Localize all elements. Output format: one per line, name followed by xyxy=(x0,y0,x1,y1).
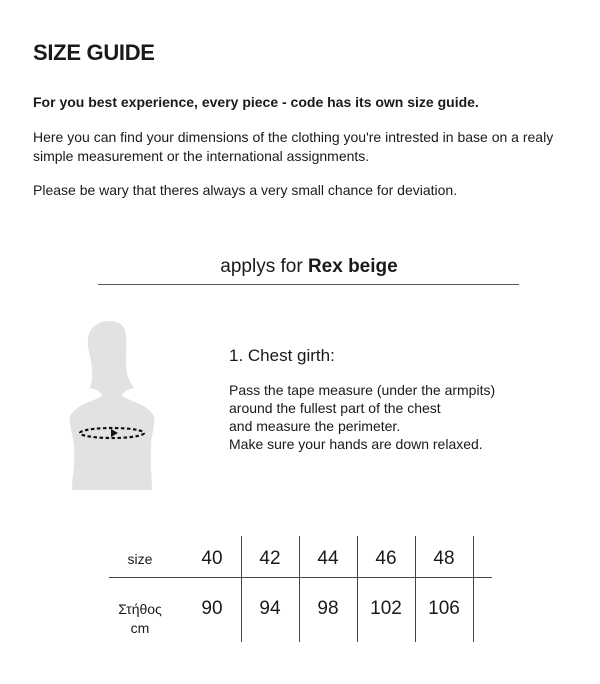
size-cell: 46 xyxy=(375,548,397,569)
instruction-line: Pass the tape measure (under the armpits) xyxy=(229,382,496,398)
product-name: Rex beige xyxy=(307,256,398,277)
size-table xyxy=(109,536,492,642)
intro-paragraph: Here you can find your dimensions of the clothing you're intrested in base on a realy simple measurement or the international assignments. xyxy=(33,129,554,164)
chest-row-label xyxy=(109,600,171,638)
chest-value-cell: 106 xyxy=(428,598,460,619)
applies-heading xyxy=(0,256,600,278)
deviation-note: Please be wary that theres always a very small chance for deviation. xyxy=(33,182,458,198)
table-header-rule xyxy=(109,577,492,578)
section-divider xyxy=(98,284,519,285)
instruction-line: and measure the perimeter. xyxy=(229,418,401,434)
chest-value-cell: 90 xyxy=(201,598,223,619)
size-cell: 40 xyxy=(201,548,223,569)
size-cell: 48 xyxy=(433,548,455,569)
applies-prefix: applys for xyxy=(220,256,308,277)
page-title: SIZE GUIDE xyxy=(33,40,155,65)
torso-silhouette-icon xyxy=(62,320,162,490)
instruction-line: around the fullest part of the chest xyxy=(229,400,441,416)
chest-value-cell: 102 xyxy=(370,598,402,619)
intro-bold-text: For you best experience, every piece - code has its own size guide. xyxy=(33,94,479,110)
size-row-label: size xyxy=(127,551,153,567)
table-column-line xyxy=(473,536,474,642)
instruction-line: Make sure your hands are down relaxed. xyxy=(229,436,483,452)
size-cell: 44 xyxy=(317,548,339,569)
chest-value-cell: 94 xyxy=(259,598,281,619)
size-cell: 42 xyxy=(259,548,281,569)
measurement-title: 1. Chest girth: xyxy=(229,346,335,365)
measurement-instructions xyxy=(229,381,549,453)
silhouette-shape xyxy=(70,321,155,490)
chest-value-cell: 98 xyxy=(317,598,339,619)
chest-label: Στήθος xyxy=(118,601,162,617)
chest-unit: cm xyxy=(130,620,150,636)
